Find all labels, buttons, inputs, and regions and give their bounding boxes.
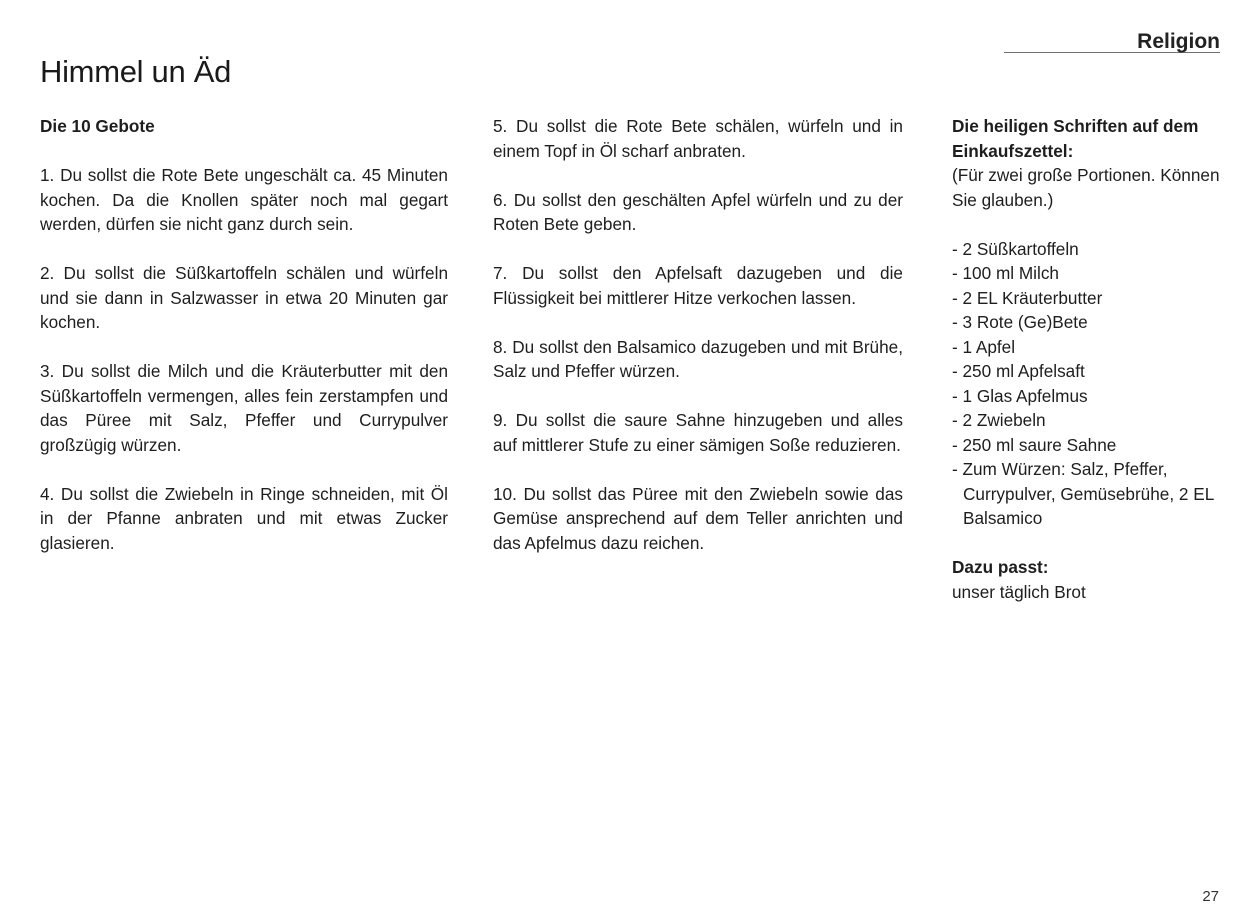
ingredient-item: - 2 EL Kräuterbutter [952, 287, 1103, 308]
section-label: Religion [1137, 30, 1220, 53]
middle-column [493, 114, 903, 580]
page-title: Himmel un Äd [40, 54, 232, 89]
ingredient-item: - Zum Würzen: Salz, Pfeffer, Currypulver, Gemüsebrühe, 2 EL Balsamico [952, 459, 1214, 528]
step-5: 5. Du sollst die Rote Bete schälen, würfeln und in einem Topf in Öl scharf anbraten. [493, 116, 903, 161]
ingredient-item: - 1 Apfel [952, 336, 1016, 357]
step-10: 10. Du sollst das Püree mit den Zwiebeln sowie das Gemüse ansprechend auf dem Teller anrichten und das Apfelmus dazu reichen. [493, 483, 903, 553]
ingredient-item: - 1 Glas Apfelmus [952, 385, 1088, 406]
ingredient-item: - 250 ml saure Sahne [952, 434, 1117, 455]
left-column [40, 114, 448, 580]
ingredient-list [952, 237, 1222, 531]
ingredient-item: - 250 ml Apfelsaft [952, 361, 1085, 381]
step-3: 3. Du sollst die Milch und die Kräuterbutter mit den Süßkartoffeln vermengen, alles fein zerstampfen und das Püree mit Salz, Pfeffer und Currypulver großzügig würzen. [40, 361, 448, 455]
ingredient-item: - 3 Rote (Ge)Bete [952, 312, 1088, 332]
step-1: 1. Du sollst die Rote Bete ungeschält ca. 45 Minuten kochen. Da die Knollen später noch mal gegart werden, dürfen sie nicht ganz durch sein. [40, 165, 448, 234]
page-number: 27 [1202, 888, 1219, 905]
step-9: 9. Du sollst die saure Sahne hinzugeben und alles auf mittlerer Stufe zu einer sämigen Soße reduzieren. [493, 410, 903, 455]
step-2: 2. Du sollst die Süßkartoffeln schälen und würfeln und sie dann in Salzwasser in etwa 20 Minuten gar kochen. [40, 263, 448, 332]
section-header [1004, 28, 1220, 53]
step-4: 4. Du sollst die Zwiebeln in Ringe schneiden, mit Öl in der Pfanne anbraten und mit etwas Zucker glasieren. [40, 483, 448, 553]
ingredient-item: - 100 ml Milch [952, 263, 1059, 283]
ingredient-item: - 2 Süßkartoffeln [952, 238, 1079, 259]
instructions-heading: Die 10 Gebote [40, 116, 155, 136]
pairing-heading: Dazu passt: [952, 557, 1049, 577]
pairing-text: unser täglich Brot [952, 581, 1086, 602]
portion-note: (Für zwei große Portionen. Können Sie glauben.) [952, 165, 1220, 210]
step-8: 8. Du sollst den Balsamico dazugeben und mit Brühe, Salz und Pfeffer würzen. [493, 336, 903, 381]
right-column [952, 114, 1222, 604]
shopping-list-heading: Die heiligen Schriften auf dem Einkaufszettel: [952, 116, 1199, 161]
step-6: 6. Du sollst den geschälten Apfel würfeln und zu der Roten Bete geben. [493, 189, 903, 234]
step-7: 7. Du sollst den Apfelsaft dazugeben und die Flüssigkeit bei mittlerer Hitze verkochen lassen. [493, 263, 903, 308]
ingredient-item: - 2 Zwiebeln [952, 410, 1046, 430]
